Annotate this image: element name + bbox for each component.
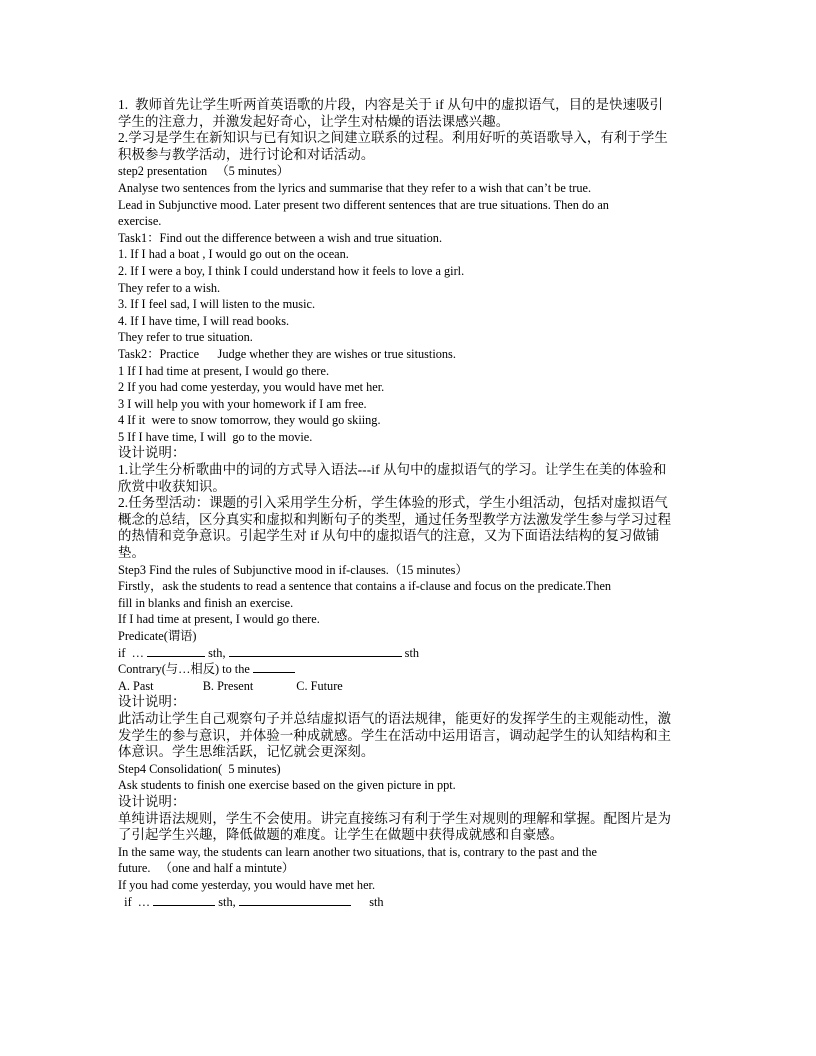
design-note-2-line-3: 体意识。学生思维活跃，记忆就会更深刻。 [118,744,375,760]
task1-note-wish: They refer to a wish. [118,280,221,295]
closing-text-2: future. （one and half a mintute） [118,861,295,876]
contrary-text: Contrary(与…相反) to the [118,662,253,677]
task1-sentence-2: 2. If I were a boy, I think I could understand how it feels to love a girl. [118,263,465,278]
task2-heading: Task2：Practice Judge whether they are wishes or true situstions. [118,346,456,361]
document-page [118,97,700,910]
closing-text-1: In the same way, the students can learn another two situations, that is, contrary to the past and the [118,844,597,859]
intro-line-1: 1. 教师首先让学生听两首英语歌的片段，内容是关于 if 从句中的虚拟语气，目的是快速吸引 [118,97,664,112]
contrary-line [118,661,700,678]
task2-item-2: 2 If you had come yesterday, you would have met her. [118,380,385,395]
design-note-heading-1: 设计说明： [118,445,186,461]
fill-blank-suffix: sth [401,645,420,660]
task1-heading: Task1：Find out the difference between a wish and true situation. [118,230,443,245]
step3-example: If I had time at present, I would go there. [118,612,320,627]
predicate-label: Predicate(谓语) [118,629,197,643]
fill-blank-mid: sth, [205,645,229,660]
design-note-2-line-2: 发学生的参与意识，并体验一种成就感。学生在活动中运用语言，调动起学生的认知结构和主 [118,727,672,743]
step3-text-2: fill in blanks and finish an exercise. [118,595,294,610]
step2-text-3: exercise. [118,214,162,229]
choice-options: A. Past B. Present C. Future [118,678,343,693]
step4-heading: Step4 Consolidation( 5 minutes) [118,761,281,776]
design-note-1-line-4: 概念的总结，区分真实和虚拟和判断句子的类型，通过任务型教学方法激发学生参与学习过程 [118,511,672,527]
fill-blank-prefix: if … [118,645,148,660]
step4-text: Ask students to finish one exercise based on the given picture in ppt. [118,778,456,793]
task2-item-3: 3 I will help you with your homework if I am free. [118,396,367,411]
fill-blank-2-mid: sth, [215,894,239,909]
task1-sentence-1: 1. If I had a boat , I would go out on the ocean. [118,247,349,262]
design-note-1-line-2: 欣赏中收获知识。 [118,478,226,494]
step2-text-2: Lead in Subjunctive mood. Later present two different sentences that are true situations. Then do an [118,197,609,212]
task1-note-true: They refer to true situation. [118,330,253,345]
intro-line-4: 积极参与教学活动，进行讨论和对话活动。 [118,146,375,162]
design-note-3-line-1: 单纯讲语法规则，学生不会使用。讲完直接练习有利于学生对规则的理解和掌握。配图片是为 [118,810,672,826]
fill-blank-line-2 [118,894,700,911]
design-note-1-line-5: 的热情和竞争意识。引起学生对 if 从句中的虚拟语气的注意，又为下面语法结构的复习做铺 [118,528,660,544]
task1-sentence-3: 3. If I feel sad, I will listen to the music. [118,297,316,312]
task2-item-5: 5 If I have time, I will go to the movie. [118,429,313,444]
design-note-1-line-6: 垫。 [118,545,145,561]
fill-blank-2-suffix: sth [350,894,384,909]
design-note-1-line-3: 2.任务型活动：课题的引入采用学生分析，学生体验的形式，学生小组活动，包括对虚拟语气 [118,495,668,511]
fill-blank-2-prefix: if … [118,894,154,909]
fill-blank-line-1 [118,645,700,662]
intro-line-3: 2.学习是学生在新知识与已有知识之间建立联系的过程。利用好听的英语歌导入，有利于学生 [118,130,668,146]
blank-2[interactable] [229,645,402,657]
design-note-2-line-1: 此活动让学生自己观察句子并总结虚拟语气的语法规律，能更好的发挥学生的主观能动性，激 [118,710,672,726]
intro-line-2: 学生的注意力，并激发起好奇心，让学生对枯燥的语法课感兴趣。 [118,113,510,129]
design-note-1-line-1: 1.让学生分析歌曲中的词的方式导入语法---if 从句中的虚拟语气的学习。让学生在美的体验和 [118,462,667,478]
design-note-heading-3: 设计说明： [118,793,186,809]
blank-4[interactable] [153,894,215,906]
step3-text-1: Firstly，ask the students to read a sentence that contains a if-clause and focus on the predicate.Then [118,579,612,594]
task2-item-1: 1 If I had time at present, I would go there. [118,363,330,378]
design-note-3-line-2: 了引起学生兴趣，降低做题的难度。让学生在做题中获得成就感和自豪感。 [118,827,564,843]
step2-text-1: Analyse two sentences from the lyrics and summarise that they refer to a wish that can’t be true. [118,180,592,195]
step2-heading: step2 presentation （5 minutes） [118,164,290,179]
closing-example: If you had come yesterday, you would have met her. [118,877,376,892]
blank-1[interactable] [147,645,205,657]
step3-heading: Step3 Find the rules of Subjunctive mood in if-clauses.（15 minutes） [118,562,468,577]
task1-sentence-4: 4. If I have time, I will read books. [118,313,290,328]
blank-5[interactable] [239,894,351,906]
blank-3[interactable] [253,661,295,673]
design-note-heading-2: 设计说明： [118,694,186,710]
task2-item-4: 4 If it were to snow tomorrow, they would go skiing. [118,413,381,428]
